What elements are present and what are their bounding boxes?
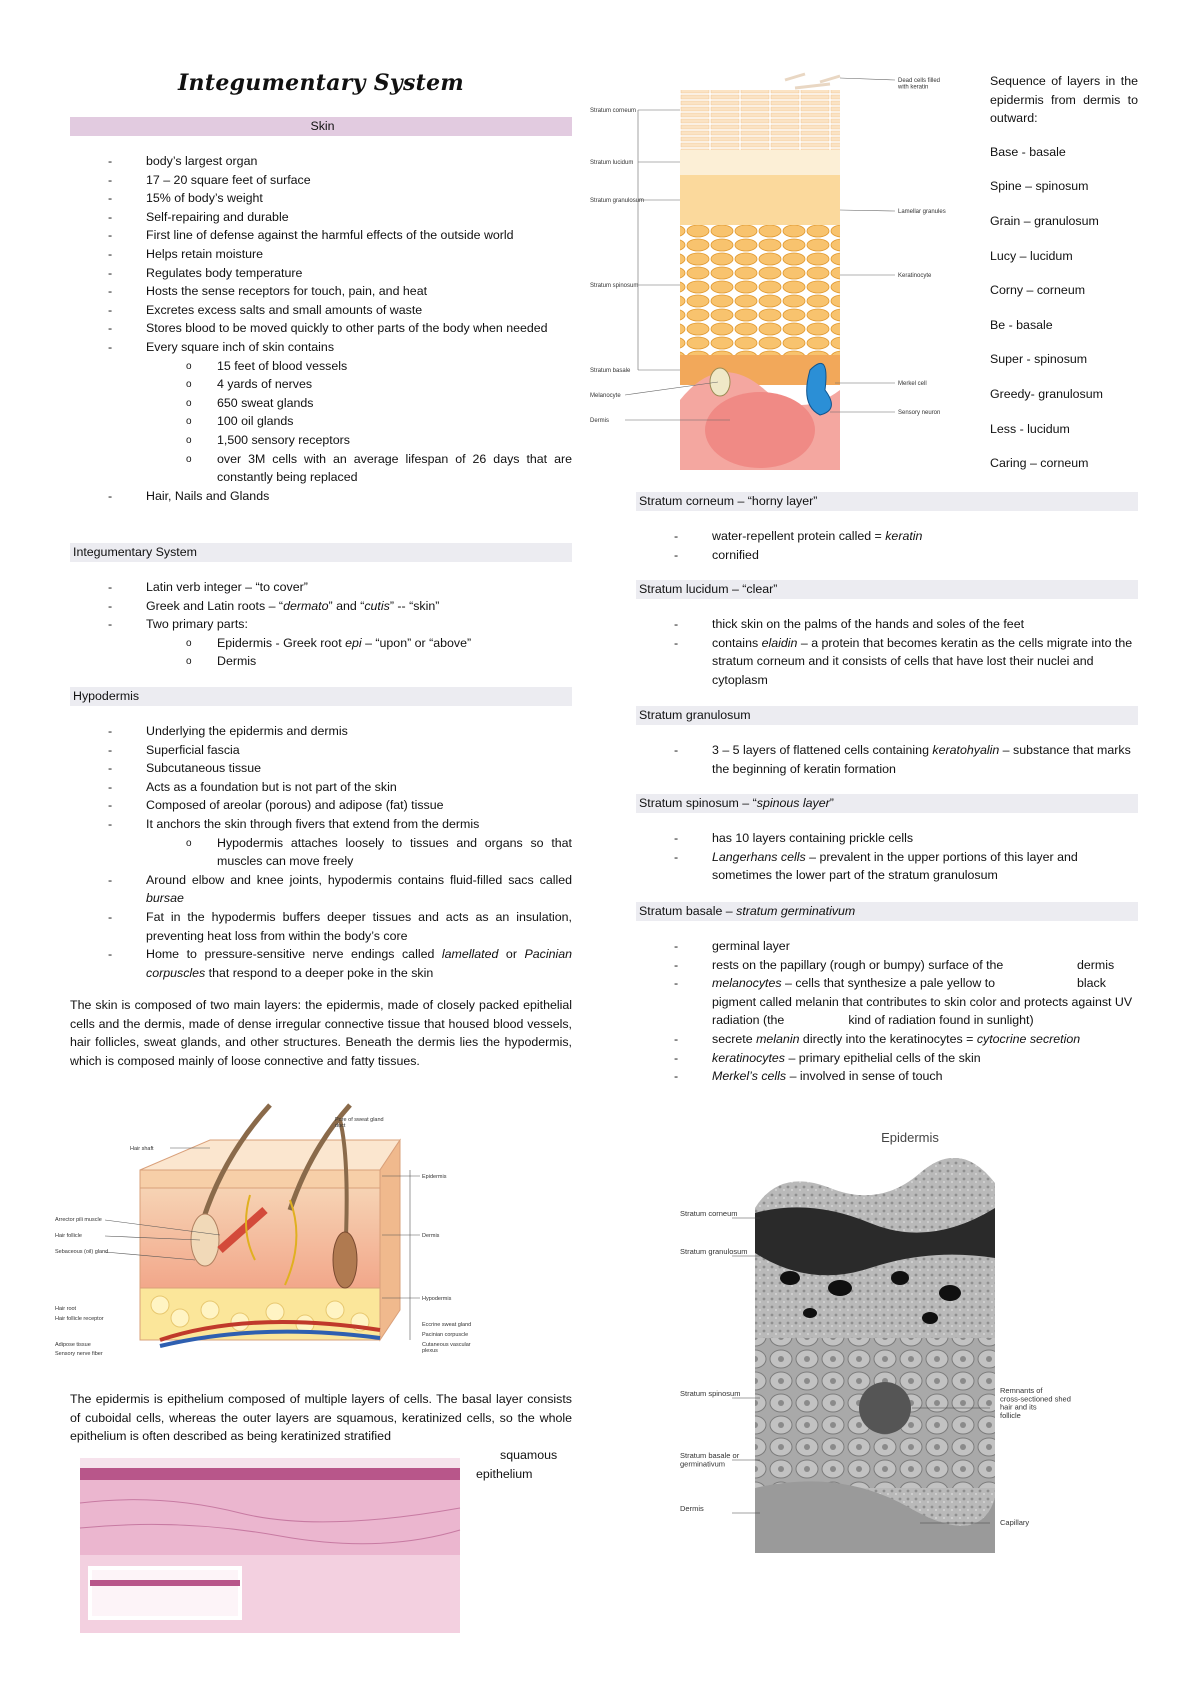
text: Two primary parts:: [146, 617, 248, 632]
sequence-item: Be - basale: [990, 317, 1053, 332]
text: black: [1077, 976, 1106, 991]
text: Home to pressure-sensitive nerve endings called: [146, 947, 442, 962]
diagram-label: Stratum corneum: [590, 108, 637, 114]
list-item: - Underlying the epidermis and dermis: [70, 722, 572, 741]
text: directly into the keratinocytes =: [799, 1031, 977, 1046]
basale-list: [636, 937, 1138, 1086]
diagram-label: Sebaceous (oil) gland: [55, 1249, 109, 1255]
sub-list-item: [70, 634, 572, 653]
text: 3 – 5 layers of flattened cells containing: [712, 743, 933, 757]
diagram-label: Dermis: [422, 1233, 440, 1239]
list-item: - Regulates body temperature: [70, 264, 572, 283]
list-item: [636, 634, 1138, 690]
text: Around elbow and knee joints, hypodermis contains fluid-filled sacs called: [146, 872, 572, 887]
text: ”: [829, 796, 834, 810]
sequence-item: Super - spinosum: [990, 352, 1088, 367]
paragraph-epidermis-tail: squamous: [500, 1448, 558, 1462]
list-item: [70, 871, 572, 908]
sequence-item: Less - lucidum: [990, 421, 1070, 436]
diagram-label: Melanocyte: [590, 393, 621, 399]
sub-list: [70, 834, 572, 871]
diagram-label: Keratinocyte: [898, 273, 932, 279]
sub-list-item: o 100 oil glands: [70, 412, 572, 431]
text: – a protein that becomes keratin as the cells migrate into the stratum corneum and it consists of cells that have lost their nuclei and cytoplasm: [712, 635, 1133, 687]
sub-list: [70, 357, 572, 487]
text: Greek and Latin roots – “: [146, 598, 284, 613]
histology-image: [80, 1458, 460, 1633]
sub-list-item: o Hypodermis attaches loosely to tissues and organs so that muscles can move freely: [70, 834, 572, 871]
paragraph-epidermis: The epidermis is epithelium composed of multiple layers of cells. The basal layer consists of cuboidal cells, whereas the outer layers are squamous, keratinized cells, so the whole epithelium is often described as being keratinized stratified: [70, 1392, 572, 1444]
diagram-label: Adipose tissue: [55, 1342, 91, 1348]
lucidum-layer-shape: [680, 150, 840, 175]
list-item: - cornified: [636, 546, 1138, 565]
list-item: [636, 1049, 1138, 1068]
sub-list-item: o 4 yards of nerves: [70, 375, 572, 394]
dead-cells-shape: [785, 74, 840, 88]
diagram-label: Hypodermis: [422, 1296, 452, 1302]
list-item: - Hair, Nails and Glands: [70, 487, 572, 506]
text: Epidermis - Greek root: [217, 635, 346, 650]
epidermis-micrograph: [680, 1128, 1090, 1568]
sequence-item: Caring – corneum: [990, 456, 1089, 471]
text: – cells that synthesize a pale yellow to: [781, 976, 996, 991]
list-item: - 17 – 20 square feet of surface: [70, 171, 572, 190]
section-heading-spinosum: [636, 794, 1138, 813]
diagram-label: Sensory nerve fiber: [55, 1351, 103, 1357]
page-title: Integumentary System: [177, 70, 465, 96]
diagram-label: Remnants of cross-sectioned shed hair and its follicle: [1000, 1386, 1071, 1420]
text: – primary epithelial cells of the skin: [785, 1050, 981, 1065]
hair-follicle-shape: [333, 1232, 357, 1288]
paragraph-skin-layers: The skin is composed of two main layers: the epidermis, made of closely packed epithelial cells and the dermis, made of dense irregular connective tissue that housed blood vessels, hair follicles, sweat glands, and other structures. Beneath the dermis lies the hypodermis, which is composed mainly of loose connective and fatty tissues.: [70, 998, 572, 1068]
list-item: - First line of defense against the harmful effects of the outside world: [70, 226, 572, 245]
text: dermis: [1077, 957, 1115, 972]
text: – “upon” or “above”: [361, 635, 472, 650]
sequence-mnemonic: [990, 72, 1138, 473]
section-heading-basale: [636, 902, 1138, 921]
text: It anchors the skin through fivers that extend from the dermis: [146, 816, 480, 831]
list-item: [70, 338, 572, 487]
sub-list-item: o Dermis: [70, 652, 572, 671]
section-heading-lucidum: Stratum lucidum – “clear”: [636, 580, 1138, 599]
sub-list-item: o over 3M cells with an average lifespan of 26 days that are constantly being replaced: [70, 450, 572, 487]
term: keratinocytes: [712, 1050, 786, 1065]
text: kind of radiation found in sunlight): [848, 1013, 1034, 1028]
diagram-label: Epidermis: [422, 1174, 447, 1180]
spinosum-layer-shape: [680, 225, 840, 355]
epidermis-band: [80, 1468, 460, 1480]
text: or: [498, 947, 525, 962]
diagram-label: Pacinian corpuscle: [422, 1332, 469, 1338]
diagram-label: Dermis: [590, 418, 609, 424]
list-item: - Acts as a foundation but is not part of the skin: [70, 778, 572, 797]
text: – involved in sense of touch: [786, 1069, 943, 1084]
list-item: [70, 597, 572, 616]
section-heading-corneum: Stratum corneum – “horny layer”: [636, 492, 1138, 511]
inset-band: [90, 1580, 240, 1586]
list-item: [70, 815, 572, 871]
paragraph-epidermis-tail: epithelium: [476, 1467, 533, 1481]
list-item: - Composed of areolar (porous) and adipose (fat) tissue: [70, 796, 572, 815]
granulosum-list: [636, 741, 1138, 778]
diagram-label: Stratum corneum: [680, 1209, 738, 1218]
term: Merkel’s cells: [712, 1069, 787, 1084]
text: Stratum basale –: [639, 904, 737, 918]
list-item-text: Every square inch of skin contains: [146, 339, 335, 354]
micrograph-title: Epidermis: [881, 1130, 939, 1145]
diagram-label: Arrector pili muscle: [55, 1217, 102, 1223]
diagram-label: Capillary: [1000, 1518, 1030, 1527]
sequence-item: Grain – granulosum: [990, 213, 1099, 228]
corneum-layer-shape: [680, 90, 840, 150]
list-item: - Helps retain moisture: [70, 245, 572, 264]
list-item: [636, 741, 1138, 778]
diagram-label: Lamellar granules: [898, 209, 946, 215]
melanocyte-shape: [710, 368, 730, 396]
lucidum-list: [636, 615, 1138, 689]
epidermis-layers-diagram: [590, 70, 990, 470]
text: rests on the papillary (rough or bumpy) surface of the: [712, 957, 1004, 972]
diagram-label: Cutaneous vascular plexus: [422, 1342, 471, 1355]
list-item: - Superficial fascia: [70, 741, 572, 760]
hypodermis-list: [70, 722, 572, 982]
term: lamellated: [441, 947, 499, 962]
list-item: - 15% of body’s weight: [70, 189, 572, 208]
text: ” -- “skin”: [389, 598, 440, 613]
diagram-label: Hair shaft: [130, 1146, 154, 1152]
term: Pacinian corpuscles: [146, 947, 573, 980]
diagram-label: Hair follicle: [55, 1233, 82, 1239]
term: keratin: [885, 529, 923, 543]
sequence-item: Greedy- granulosum: [990, 386, 1103, 401]
diagram-label: Stratum lucidum: [590, 160, 634, 166]
side-shape: [380, 1140, 400, 1340]
list-item: [636, 956, 1138, 975]
diagram-label: Merkel cell: [898, 381, 927, 387]
sequence-item: Base - basale: [990, 144, 1066, 159]
diagram-label: Stratum spinosum: [590, 283, 639, 289]
term: dermato: [283, 598, 329, 613]
text: secrete: [712, 1031, 757, 1046]
diagram-label: Sensory neuron: [898, 410, 941, 416]
term: cytocrine secretion: [976, 1031, 1081, 1046]
corneum-list: [636, 527, 1138, 564]
dermis-band: [80, 1480, 460, 1555]
hair-remnant-shape: [859, 1382, 911, 1434]
diagram-label: Stratum basale: [590, 368, 631, 374]
text: Stratum spinosum – “: [639, 796, 757, 810]
spinosum-list: [636, 829, 1138, 885]
diagram-label: Dead cells filled with keratin: [898, 78, 941, 91]
list-item: - Fat in the hypodermis buffers deeper tissues and acts as an insulation, preventing heat loss from within the body’s core: [70, 908, 572, 945]
list-item: [636, 527, 1138, 546]
section-heading-granulosum: Stratum granulosum: [636, 706, 1138, 725]
text: pigment called melanin that contributes to skin color and protects against UV radiation (the: [712, 994, 1133, 1028]
sub-list-item: o 15 feet of blood vessels: [70, 357, 572, 376]
list-item: [70, 615, 572, 671]
list-item: - Subcutaneous tissue: [70, 759, 572, 778]
diagram-label: Hair root: [55, 1306, 77, 1312]
skin-diagram: [50, 1100, 500, 1380]
diagram-label: Stratum spinosum: [680, 1389, 741, 1398]
diagram-label: Pore of sweat gland duct: [335, 1117, 384, 1130]
term: spinous layer: [756, 796, 830, 810]
text: contains: [712, 635, 762, 650]
granulosum-layer-shape: [680, 175, 840, 225]
papilla-shape: [705, 392, 815, 468]
inset-image: [90, 1568, 240, 1618]
diagram-label: Stratum basale or germinativum: [680, 1451, 740, 1469]
diagram-label: Dermis: [680, 1504, 704, 1513]
epidermis-shape: [140, 1170, 380, 1188]
section-heading-integumentary: Integumentary System: [70, 543, 572, 562]
sequence-item: Spine – spinosum: [990, 179, 1089, 194]
list-item: - body’s largest organ: [70, 152, 572, 171]
list-item: - Latin verb integer – “to cover”: [70, 578, 572, 597]
list-item: - Excretes excess salts and small amounts of waste: [70, 301, 572, 320]
list-item: [636, 1067, 1138, 1086]
sequence-intro: Sequence of layers in the epidermis from dermis to outward:: [990, 74, 1138, 126]
term: melanocytes: [712, 976, 782, 991]
list-item: - has 10 layers containing prickle cells: [636, 829, 1138, 848]
term: elaidin: [761, 635, 798, 650]
text: water-repellent protein called =: [712, 529, 886, 543]
section-heading-hypodermis: Hypodermis: [70, 687, 572, 706]
skin-list: [70, 152, 572, 505]
diagram-label: Hair follicle receptor: [55, 1316, 104, 1322]
term: stratum germinativum: [736, 904, 856, 918]
diagram-label: Stratum granulosum: [590, 198, 645, 204]
sequence-item: Lucy – lucidum: [990, 248, 1073, 263]
term: melanin: [756, 1031, 800, 1046]
list-item: [636, 1030, 1138, 1049]
list-item: - thick skin on the palms of the hands and soles of the feet: [636, 615, 1138, 634]
skin-surface-shape: [140, 1140, 400, 1170]
sub-list-item: o 1,500 sensory receptors: [70, 431, 572, 450]
sub-list: [70, 634, 572, 671]
list-item: - Hosts the sense receptors for touch, pain, and heat: [70, 282, 572, 301]
term: Langerhans cells: [712, 849, 806, 864]
term: bursae: [146, 891, 184, 906]
list-item: [636, 974, 1138, 1030]
diagram-label: Eccrine sweat gland: [422, 1322, 472, 1328]
term: cutis: [364, 598, 390, 613]
list-item: - Stores blood to be moved quickly to other parts of the body when needed: [70, 319, 572, 338]
term: epi: [345, 635, 362, 650]
term: keratohyalin: [932, 743, 1000, 757]
integumentary-list: [70, 578, 572, 671]
text: – prevalent in the upper portions of this layer and sometimes the lower part of the stratum granulosum: [712, 849, 1078, 883]
text: ” and “: [328, 598, 365, 613]
list-item: [636, 848, 1138, 885]
text: that respond to a deeper poke in the skin: [205, 965, 434, 980]
sub-list-item: o 650 sweat glands: [70, 394, 572, 413]
list-item: [70, 945, 572, 982]
sequence-item: Corny – corneum: [990, 283, 1086, 298]
text: – substance that marks the beginning of keratin formation: [712, 743, 1131, 776]
diagram-label: Stratum granulosum: [680, 1247, 748, 1256]
list-item: - germinal layer: [636, 937, 1138, 956]
list-item: - Self-repairing and durable: [70, 208, 572, 227]
section-heading-skin: Skin: [70, 117, 572, 136]
